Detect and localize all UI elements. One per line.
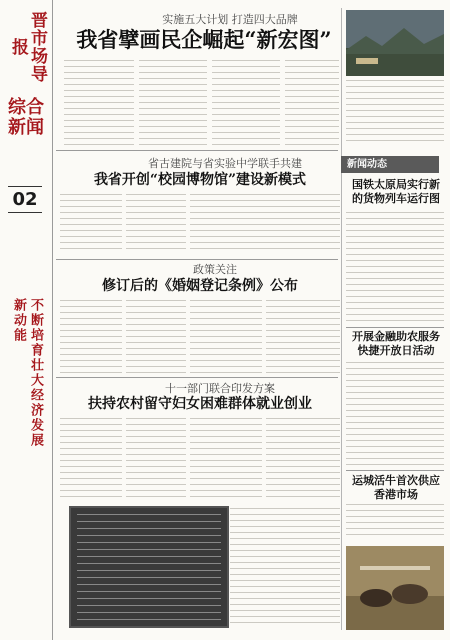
top-right-body — [346, 80, 444, 146]
sidebar-item2-headline: 开展金融助农服务 快捷开放日活动 — [352, 330, 440, 357]
women-article-body-col3 — [190, 418, 262, 502]
top-article-body-col2 — [139, 60, 207, 148]
women-article-headline: 扶持农村留守妇女困难群体就业创业 — [88, 396, 312, 412]
page-number: 02 — [8, 186, 42, 213]
top-article-headline: 我省擘画民企崛起“新宏图” — [76, 27, 332, 52]
divider — [346, 327, 444, 328]
sidebar-item1-body — [346, 212, 444, 322]
section-slogan: 不断培育壮大经济发展新动能 — [11, 298, 43, 448]
women-article-body-col1 — [60, 418, 122, 502]
museum-article-body-col2 — [126, 194, 186, 254]
divider — [56, 150, 338, 151]
masthead-column — [0, 0, 53, 640]
marriage-article-body-col1 — [60, 300, 122, 374]
women-article-body-col5 — [230, 508, 340, 624]
divider — [346, 470, 444, 471]
boxed-note-panel — [69, 506, 229, 628]
divider — [56, 377, 338, 378]
women-article-kicker: 十一部门联合印发方案 — [165, 382, 275, 395]
sidebar-item3-headline: 运城活牛首次供应香港市场 — [352, 474, 440, 501]
news-section-tag: 新闻动态 — [341, 156, 439, 173]
section-title: 综合新闻 — [8, 97, 44, 138]
sidebar-divider — [341, 8, 342, 630]
marriage-article-kicker: 政策关注 — [193, 263, 237, 276]
marriage-article-body-col3 — [190, 300, 262, 374]
museum-article-headline: 我省开创“校园博物馆”建设新模式 — [93, 172, 307, 188]
sidebar-item2-body — [346, 362, 444, 466]
marriage-article-body-col4 — [266, 300, 340, 374]
women-article-body-col2 — [126, 418, 186, 502]
divider — [56, 259, 338, 260]
cattle-photo — [346, 546, 444, 630]
marriage-article-body-col2 — [126, 300, 186, 374]
newspaper-logo: 晋市场导报 — [8, 11, 47, 83]
top-article-body-col4 — [285, 60, 339, 148]
top-article-body-col3 — [212, 60, 280, 148]
museum-article-body-col3 — [190, 194, 340, 254]
top-right-photo — [346, 10, 444, 76]
boxed-note-body — [77, 514, 221, 620]
museum-article-body-col1 — [60, 194, 122, 254]
museum-article-kicker: 省古建院与省实验中学联手共建 — [148, 157, 302, 170]
sidebar-item3-body — [346, 504, 444, 540]
sidebar-item1-headline: 国铁太原局实行新的货物列车运行图 — [352, 178, 440, 205]
marriage-article-headline: 修订后的《婚姻登记条例》公布 — [102, 278, 298, 294]
issue-date-block — [18, 520, 34, 630]
women-article-body-col4 — [266, 418, 340, 502]
top-article-kicker: 实施五大计划 打造四大品牌 — [162, 13, 298, 26]
top-article-body-col1 — [64, 60, 134, 148]
